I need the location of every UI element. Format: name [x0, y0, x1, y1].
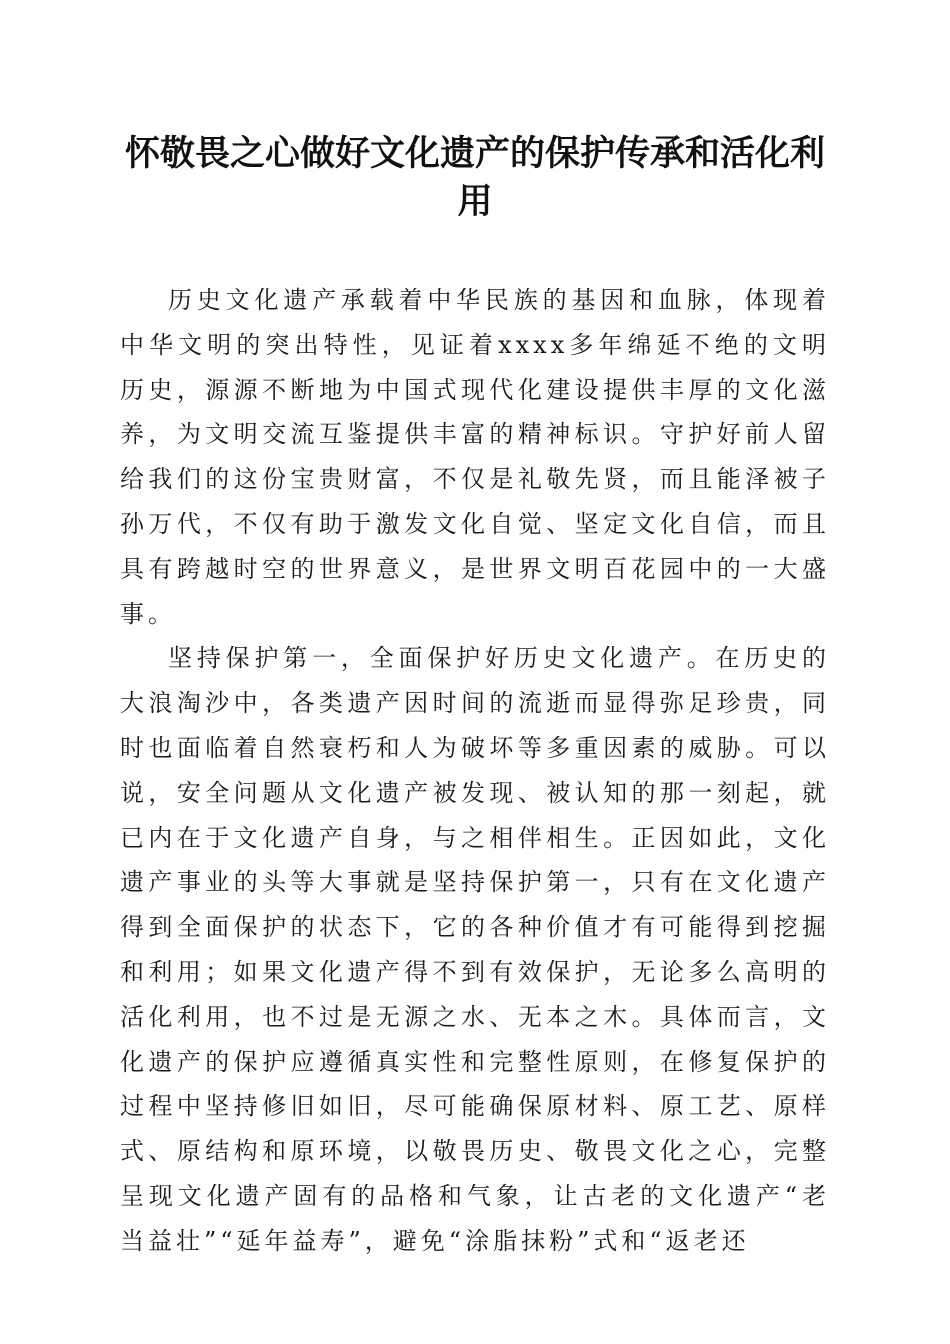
paragraph-protection-first: 坚持保护第一，全面保护好历史文化遗产。在历史的大浪淘沙中，各类遗产因时间的流逝而显得弥足珍贵，同时也面临着自然衰朽和人为破坏等多重因素的威胁。可以说，安全问题从文化遗产被发现、被认知的那一刻起，就已内在于文化遗产自身，与之相伴相生。正因如此，文化遗产事业的头等大事就是坚持保护第一，只有在文化遗产得到全面保护的状态下，它的各种价值才有可能得到挖掘和利用；如果文化遗产得不到有效保护，无论多么高明的活化利用，也不过是无源之水、无本之木。具体而言，文化遗产的保护应遵循真实性和完整性原则，在修复保护的过程中坚持修旧如旧，尽可能确保原材料、原工艺、原样式、原结构和原环境，以敬畏历史、敬畏文化之心，完整呈现文化遗产固有的品格和气象，让古老的文化遗产“老当益壮”“延年益寿”，避免“涂脂抹粉”式和“返老还	[120, 644, 830, 1255]
paragraph-intro: 历史文化遗产承载着中华民族的基因和血脉，体现着中华文明的突出特性，见证着xxxx多年绵延不绝的文明历史，源源不断地为中国式现代化建设提供丰厚的文化滋养，为文明交流互鉴提供丰富的精神标识。守护好前人留给我们的这份宝贵财富，不仅是礼敬先贤，而且能泽被子孙万代，不仅有助于激发文化自觉、坚定文化自信，而且具有跨越时空的世界意义，是世界文明百花园中的一大盛事。	[120, 286, 830, 628]
document-body	[120, 278, 830, 1264]
document-title: 怀敬畏之心做好文化遗产的保护传承和活化利用	[124, 133, 825, 222]
